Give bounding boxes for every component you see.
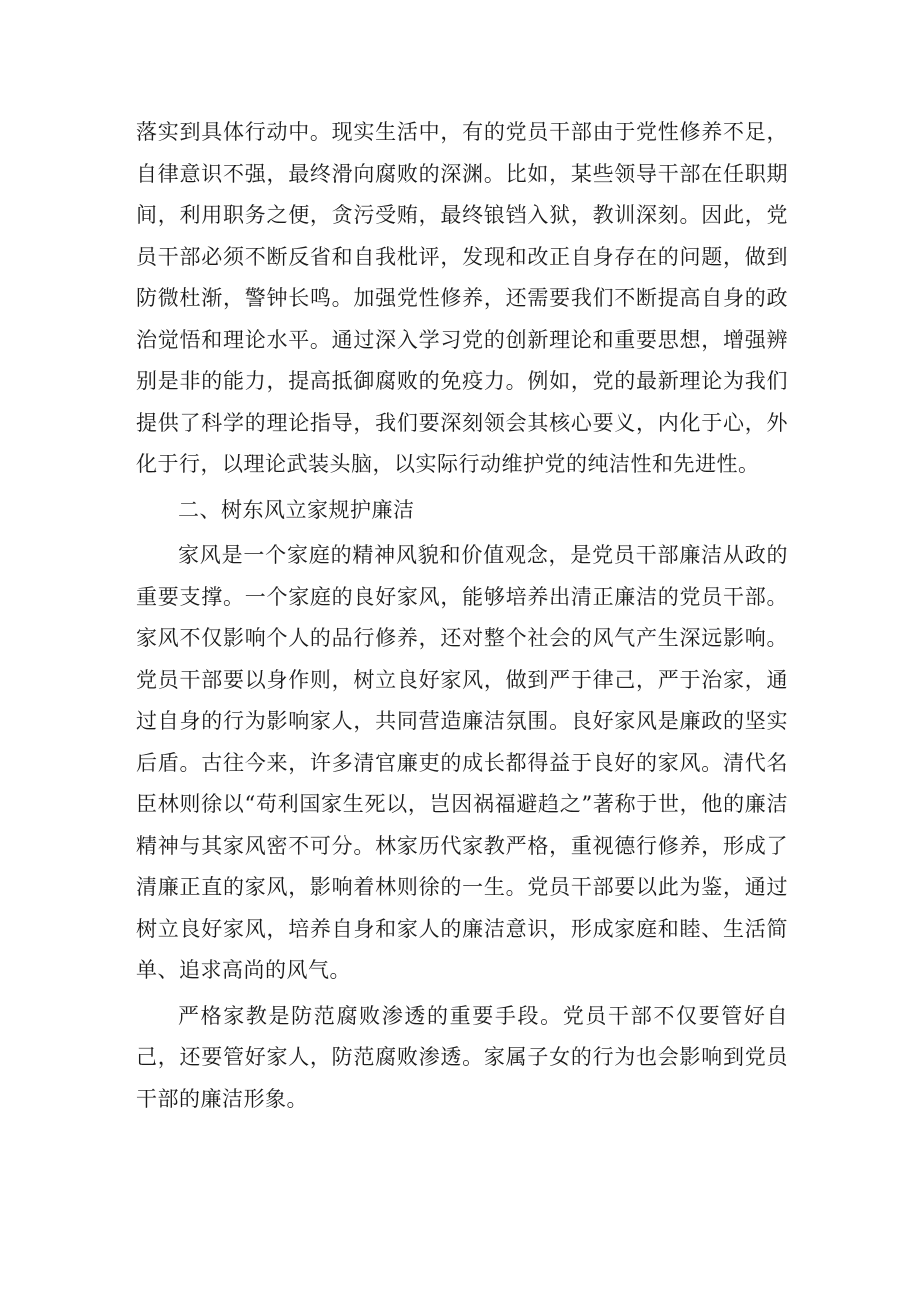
paragraph-family-style: 家风是一个家庭的精神风貌和价值观念，是党员干部廉洁从政的重要支撑。一个家庭的良好家风，能够培养出清正廉洁的党员干部。家风不仅影响个人的品行修养，还对整个社会的风气产生深远影响。党员干部要以身作则，树立良好家风，做到严于律己，严于治家，通过自身的行为影响家人，共同营造廉洁氛围。良好家风是廉政的坚实后盾。古往今来，许多清官廉吏的成长都得益于良好的家风。清代名臣林则徐以“苟利国家生死以，岂因祸福避趋之”著称于世，他的廉洁精神与其家风密不可分。林家历代家教严格，重视德行修养，形成了清廉正直的家风，影响着林则徐的一生。党员干部要以此为鉴，通过树立良好家风，培养自身和家人的廉洁意识，形成家庭和睦、生活简单、追求高尚的风气。: [136, 543, 788, 982]
section-heading: 二、树东风立家规护廉洁: [178, 497, 415, 522]
document-page: [136, 112, 788, 1120]
paragraph-continuation: 落实到具体行动中。现实生活中，有的党员干部由于党性修养不足，自律意识不强，最终滑向腐败的深渊。比如，某些领导干部在任职期间，利用职务之便，贪污受贿，最终锒铛入狱，教训深刻。因此，党员干部必须不断反省和自我枇评，发现和改正自身存在的问题，做到防微杜渐，警钟长鸣。加强党性修养，还需要我们不断提高自身的政治觉悟和理论水平。通过深入学习党的创新理论和重要思想，增强辨别是非的能力，提高抵御腐败的免疫力。例如，党的最新理论为我们提供了科学的理论指导，我们要深刻领会其核心要义，内化于心，外化于行，以理论武装头脑，以实际行动维护党的纯洁性和先进性。: [136, 120, 788, 476]
paragraph-family-education: 严格家教是防范腐败渗透的重要手段。党员干部不仅要管好自己，还要管好家人，防范腐败渗透。家属子女的行为也会影响到党员干部的廉洁形象。: [136, 1003, 788, 1111]
